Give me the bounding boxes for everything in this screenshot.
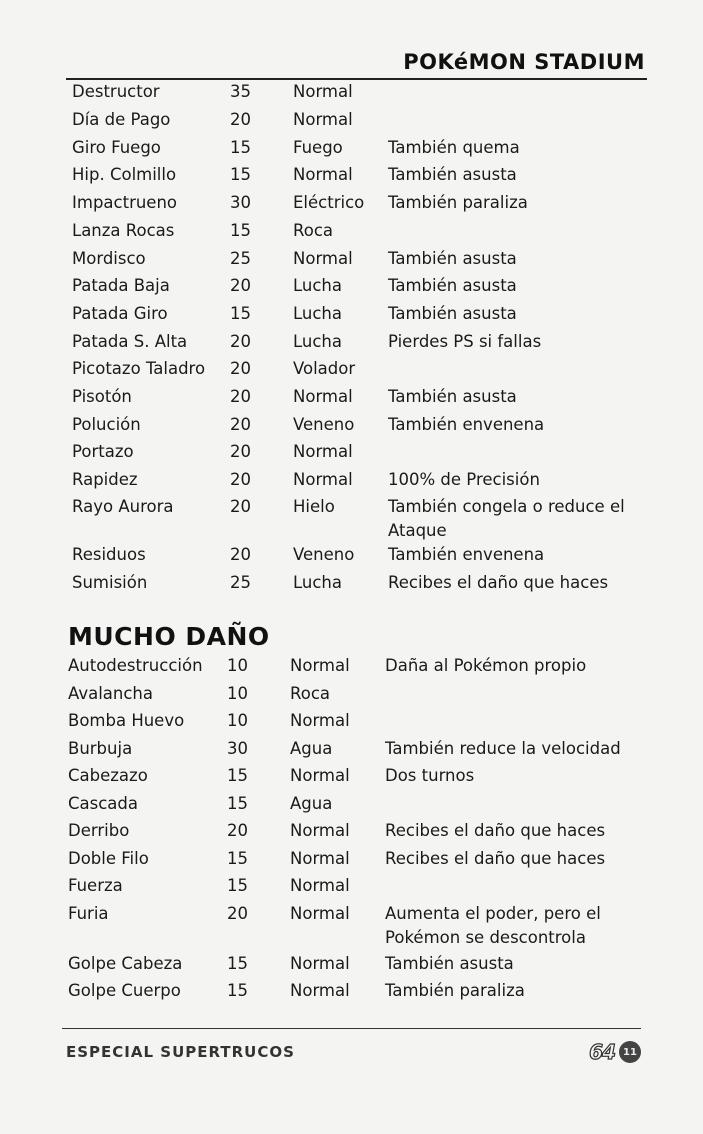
move-type: Normal bbox=[293, 82, 353, 101]
move-name: Hip. Colmillo bbox=[72, 165, 177, 184]
move-note: También paraliza bbox=[385, 981, 525, 1000]
footer-logo bbox=[589, 1040, 641, 1064]
move-pp: 20 bbox=[230, 545, 251, 564]
move-pp: 10 bbox=[227, 656, 248, 675]
footer-magazine-name: ESPECIAL SUPERTRUCOS bbox=[66, 1043, 295, 1061]
move-pp: 15 bbox=[227, 876, 248, 895]
move-pp: 20 bbox=[230, 276, 251, 295]
move-name: Impactrueno bbox=[72, 193, 178, 212]
footer-divider bbox=[62, 1028, 641, 1029]
section-title-mucho-dano: MUCHO DAÑO bbox=[68, 622, 270, 651]
move-note: También paraliza bbox=[388, 193, 528, 212]
move-note: También asusta bbox=[388, 304, 517, 323]
move-pp: 15 bbox=[230, 138, 251, 157]
move-type: Normal bbox=[293, 470, 353, 489]
move-type: Normal bbox=[290, 656, 350, 675]
move-name: Sumisión bbox=[72, 573, 148, 592]
move-name: Patada S. Alta bbox=[72, 332, 188, 351]
move-type: Lucha bbox=[293, 332, 343, 351]
move-type: Normal bbox=[290, 954, 350, 973]
move-type: Normal bbox=[293, 387, 353, 406]
move-pp: 15 bbox=[227, 981, 248, 1000]
move-pp: 20 bbox=[230, 442, 251, 461]
move-type: Lucha bbox=[293, 304, 343, 323]
move-type: Roca bbox=[290, 684, 331, 703]
move-type: Fuego bbox=[293, 138, 343, 157]
move-note: Daña al Pokémon propio bbox=[385, 656, 587, 675]
move-type: Veneno bbox=[293, 545, 355, 564]
move-name: Fuerza bbox=[68, 876, 123, 895]
move-type: Normal bbox=[290, 849, 350, 868]
move-pp: 15 bbox=[230, 165, 251, 184]
move-pp: 20 bbox=[230, 332, 251, 351]
move-note: También quema bbox=[388, 138, 520, 157]
move-name: Residuos bbox=[72, 545, 146, 564]
move-name: Autodestrucción bbox=[68, 656, 203, 675]
move-name: Mordisco bbox=[72, 249, 146, 268]
move-name: Derribo bbox=[68, 821, 130, 840]
move-note: También asusta bbox=[388, 387, 517, 406]
move-name: Patada Giro bbox=[72, 304, 168, 323]
move-type: Hielo bbox=[293, 497, 335, 516]
move-type: Normal bbox=[293, 249, 353, 268]
move-name: Doble Filo bbox=[68, 849, 149, 868]
move-note: También congela o reduce el Ataque bbox=[388, 497, 625, 540]
move-note: También asusta bbox=[388, 276, 517, 295]
page-header-title: POKéMON STADIUM bbox=[403, 50, 645, 74]
move-name: Giro Fuego bbox=[72, 138, 161, 157]
move-pp: 20 bbox=[227, 821, 248, 840]
move-pp: 15 bbox=[227, 766, 248, 785]
move-note: Recibes el daño que haces bbox=[388, 573, 609, 592]
move-note: Recibes el daño que haces bbox=[385, 821, 606, 840]
move-pp: 35 bbox=[230, 82, 251, 101]
move-type: Normal bbox=[290, 766, 350, 785]
move-name: Bomba Huevo bbox=[68, 711, 185, 730]
move-type: Normal bbox=[290, 876, 350, 895]
move-note: Aumenta el poder, pero el Pokémon se descontrola bbox=[385, 904, 601, 947]
move-type: Normal bbox=[290, 981, 350, 1000]
move-type: Normal bbox=[290, 711, 350, 730]
move-pp: 20 bbox=[230, 387, 251, 406]
move-name: Golpe Cuerpo bbox=[68, 981, 181, 1000]
move-type: Agua bbox=[290, 794, 333, 813]
move-pp: 15 bbox=[230, 221, 251, 240]
move-pp: 10 bbox=[227, 711, 248, 730]
move-note: También reduce la velocidad bbox=[385, 739, 621, 758]
move-type: Lucha bbox=[293, 276, 343, 295]
move-type: Roca bbox=[293, 221, 334, 240]
page-number: 11 bbox=[619, 1041, 641, 1063]
move-name: Rayo Aurora bbox=[72, 497, 174, 516]
move-name: Golpe Cabeza bbox=[68, 954, 183, 973]
move-pp: 20 bbox=[230, 497, 251, 516]
move-pp: 10 bbox=[227, 684, 248, 703]
move-name: Polución bbox=[72, 415, 141, 434]
move-name: Patada Baja bbox=[72, 276, 170, 295]
move-note: Recibes el daño que haces bbox=[385, 849, 606, 868]
move-pp: 20 bbox=[230, 359, 251, 378]
move-name: Rapidez bbox=[72, 470, 138, 489]
move-type: Normal bbox=[290, 821, 350, 840]
move-pp: 30 bbox=[230, 193, 251, 212]
n64-logo-icon: 64 bbox=[589, 1040, 615, 1064]
move-type: Volador bbox=[293, 359, 356, 378]
move-name: Destructor bbox=[72, 82, 160, 101]
move-pp: 25 bbox=[230, 249, 251, 268]
move-type: Normal bbox=[290, 904, 350, 923]
move-note: También envenena bbox=[388, 415, 545, 434]
move-note: Dos turnos bbox=[385, 766, 475, 785]
move-name: Portazo bbox=[72, 442, 134, 461]
move-type: Normal bbox=[293, 165, 353, 184]
move-name: Burbuja bbox=[68, 739, 133, 758]
move-note: 100% de Precisión bbox=[388, 470, 540, 489]
move-note: También asusta bbox=[388, 249, 517, 268]
move-pp: 15 bbox=[227, 849, 248, 868]
move-type: Normal bbox=[293, 110, 353, 129]
move-type: Agua bbox=[290, 739, 333, 758]
move-pp: 20 bbox=[230, 470, 251, 489]
move-pp: 15 bbox=[230, 304, 251, 323]
move-name: Cascada bbox=[68, 794, 138, 813]
move-note: Pierdes PS si fallas bbox=[388, 332, 542, 351]
move-pp: 15 bbox=[227, 794, 248, 813]
move-type: Normal bbox=[293, 442, 353, 461]
move-pp: 20 bbox=[230, 110, 251, 129]
move-note: También asusta bbox=[385, 954, 514, 973]
move-note: También envenena bbox=[388, 545, 545, 564]
move-name: Día de Pago bbox=[72, 110, 171, 129]
move-type: Lucha bbox=[293, 573, 343, 592]
move-name: Cabezazo bbox=[68, 766, 148, 785]
move-type: Eléctrico bbox=[293, 193, 365, 212]
move-note: También asusta bbox=[388, 165, 517, 184]
move-name: Furia bbox=[68, 904, 109, 923]
move-type: Veneno bbox=[293, 415, 355, 434]
move-pp: 15 bbox=[227, 954, 248, 973]
move-pp: 25 bbox=[230, 573, 251, 592]
move-name: Lanza Rocas bbox=[72, 221, 175, 240]
move-pp: 20 bbox=[227, 904, 248, 923]
move-pp: 20 bbox=[230, 415, 251, 434]
move-name: Picotazo Taladro bbox=[72, 359, 206, 378]
move-name: Avalancha bbox=[68, 684, 153, 703]
move-pp: 30 bbox=[227, 739, 248, 758]
move-name: Pisotón bbox=[72, 387, 132, 406]
